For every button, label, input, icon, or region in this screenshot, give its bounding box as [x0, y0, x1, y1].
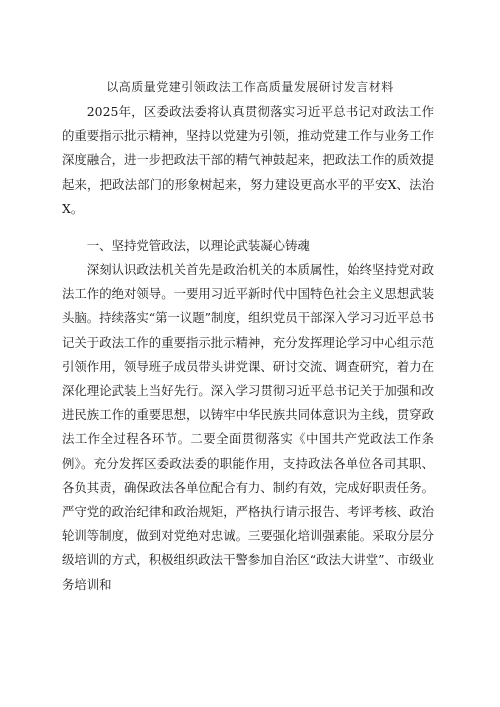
intro-paragraph: 2025年，区委政法委将认真贯彻落实习近平总书记对政法工作的重要指示批示精神，坚持以党建为引领，推动党建工作与业务工作深度融合，进一步把政法干部的精气神鼓起来，把政法工作的质效提起来，把政法部门的形象树起来，努力建设更高水平的平安X、法治X。 [62, 104, 434, 216]
document-title: 以高质量党建引领政法工作高质量发展研讨发言材料 [106, 80, 394, 94]
section-heading: 一、坚持党管政法，以理论武装凝心铸魂 [86, 238, 310, 253]
body-paragraph: 深刻认识政法机关首先是政治机关的本质属性，始终坚持党对政法工作的绝对领导。一要用习近平新时代中国特色社会主义思想武装头脑。持续落实“第一议题”制度，组织党员干部深入学习习近平总书记关于政法工作的重要指示批示精神，充分发挥理论学习中心组示范引领作用，领导班子成员带头讲党课、研讨交流、调查研究，着力在深化理论武装上当好先行。深入学习贯彻习近平总书记关于加强和改进民族工作的重要思想，以铸牢中华民族共同体意识为主线，贯穿政法工作全过程各环节。二要全面贯彻落实《中国共产党政法工作条例》。充分发挥区委政法委的职能作用，支持政法各单位各司其职、各负其责，确保政法各单位配合有力、制约有效，完成好职责任务。严守党的政治纪律和政治规矩，严格执行请示报告、考评考核、政治轮训等制度，做到对党绝对忠诚。三要强化培训强素能。采取分层分级培训的方式，积极组织政法干警参加自治区“政法大讲堂”、市级业务培训和 [62, 262, 434, 592]
